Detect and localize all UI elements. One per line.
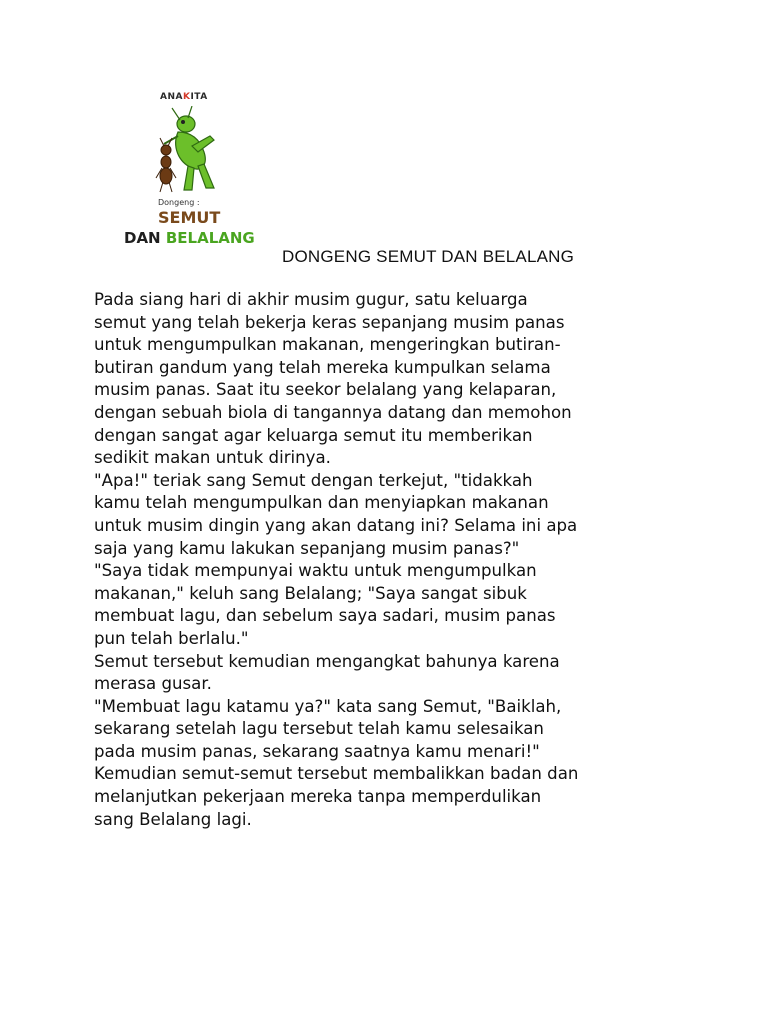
cover-subtitle: Dongeng : [158, 198, 200, 207]
story-line: sekarang setelah lagu tersebut telah kamu selesaikan [94, 719, 544, 739]
story-line: membuat lagu, dan sebelum saya sadari, musim panas [94, 606, 556, 626]
story-line: pada musim panas, sekarang saatnya kamu menari!" [94, 741, 540, 761]
story-line: untuk musim dingin yang akan datang ini? Selama ini apa [94, 515, 578, 535]
story-line: untuk mengumpulkan makanan, mengeringkan butiran- [94, 335, 561, 355]
story-line: Kemudian semut-semut tersebut membalikkan badan dan [94, 764, 579, 784]
cover-word-line [124, 229, 255, 247]
story-line: pun telah berlalu." [94, 628, 249, 648]
grasshopper-and-ant-illustration [148, 106, 228, 196]
story-line: sang Belalang lagi. [94, 809, 252, 829]
story-line: melanjutkan pekerjaan mereka tanpa memperdulikan [94, 787, 542, 807]
story-line: Pada siang hari di akhir musim gugur, satu keluarga [94, 290, 528, 309]
story-line: kamu telah mengumpulkan dan menyiapkan makanan [94, 493, 549, 513]
story-body [94, 289, 684, 831]
story-line: sedikit makan untuk dirinya. [94, 448, 331, 468]
story-line: "Apa!" teriak sang Semut dengan terkejut, "tidakkah [94, 470, 533, 490]
story-line: semut yang telah bekerja keras sepanjang musim panas [94, 312, 565, 332]
story-line: dengan sebuah biola di tangannya datang dan memohon [94, 402, 572, 422]
cover-logo [120, 86, 270, 258]
story-line: dengan sangat agar keluarga semut itu memberikan [94, 425, 533, 445]
story-line: saja yang kamu lakukan sepanjang musim panas?" [94, 538, 520, 558]
page-title: DONGENG SEMUT DAN BELALANG [282, 247, 575, 266]
story-line: butiran gandum yang telah mereka kumpulkan selama [94, 357, 551, 377]
story-line: Semut tersebut kemudian mengangkat bahunya karena [94, 651, 560, 671]
ant-icon [156, 138, 176, 192]
story-line: merasa gusar. [94, 674, 212, 694]
story-line: "Saya tidak mempunyai waktu untuk mengumpulkan [94, 561, 537, 581]
cover-word-semut: SEMUT [158, 208, 221, 227]
story-line: makanan," keluh sang Belalang; "Saya sangat sibuk [94, 583, 527, 603]
publisher-logo: ANAKITA [160, 92, 208, 102]
story-line: "Membuat lagu katamu ya?" kata sang Semut, "Baiklah, [94, 696, 562, 716]
story-line: musim panas. Saat itu seekor belalang yang kelaparan, [94, 380, 557, 400]
cover-word-dan: DAN [124, 229, 161, 247]
cover-word-belalang: BELALANG [165, 229, 255, 247]
